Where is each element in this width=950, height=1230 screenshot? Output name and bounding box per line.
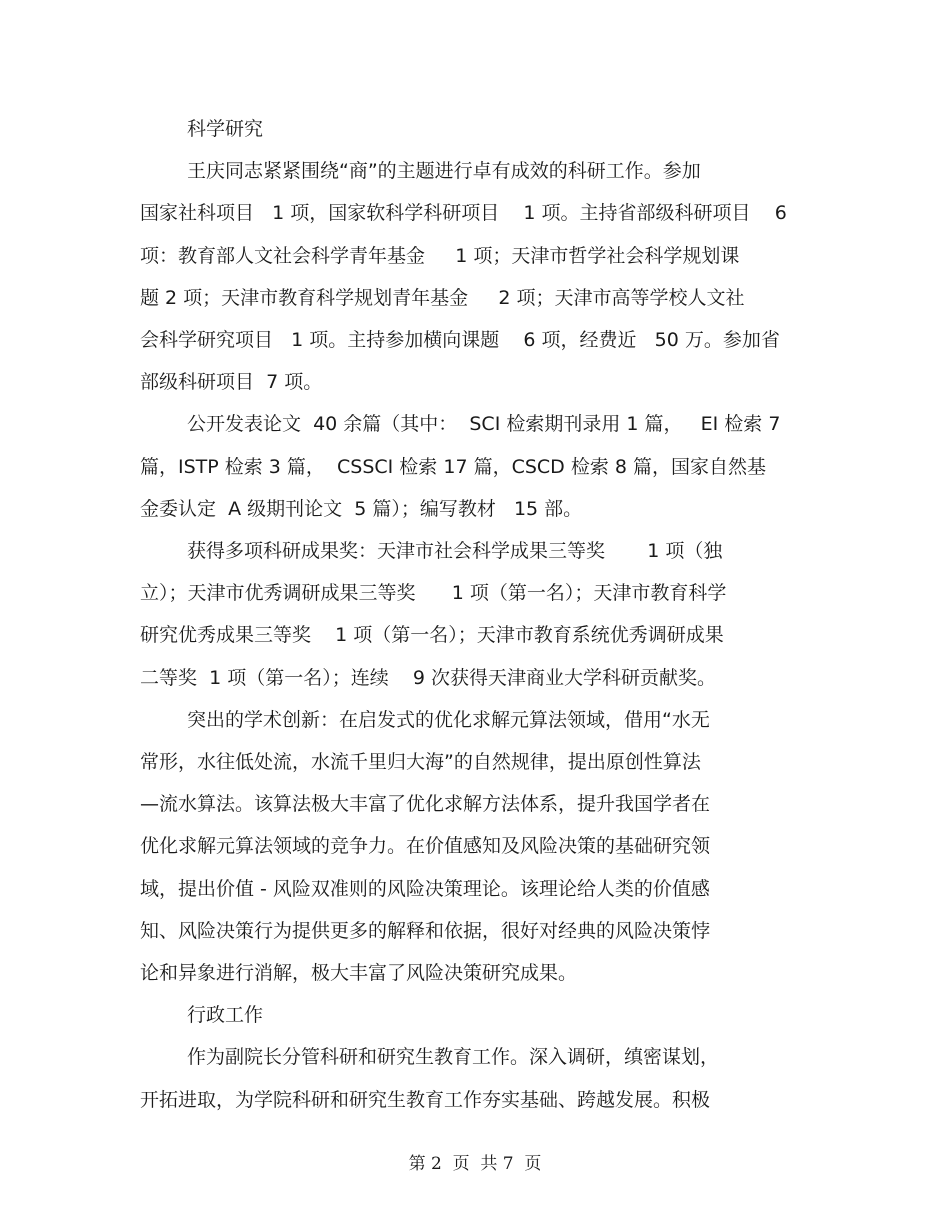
paragraph-line: 立）；天津市优秀调研成果三等奖 1 项（第一名）；天津市教育科学 [140, 582, 727, 605]
paragraph-line: 公开发表论文 40 余篇（其中： SCI 检索期刊录用 1 篇， EI 检索 7 [187, 413, 781, 436]
paragraph-line: 开拓进取，为学院科研和研究生教育工作夯实基础、跨越发展。积极 [140, 1088, 711, 1111]
paragraph-line: 优化求解元算法领域的竞争力。在价值感知及风险决策的基础研究领 [140, 835, 711, 858]
paragraph-line: 二等奖 1 项（第一名）；连续 9 次获得天津商业大学科研贡献奖。 [140, 666, 716, 689]
paragraph-line: 域，提出价值 - 风险双准则的风险决策理论。该理论给人类的价值感 [140, 877, 710, 900]
paragraph-line: 国家社科项目 1 项，国家软科学科研项目 1 项。主持省部级科研项目 6 [140, 202, 787, 225]
paragraph-line: 常形，水往低处流，水流千里归大海”的自然规律，提出原创性算法 [140, 751, 701, 773]
section-heading: 科学研究 [187, 118, 264, 140]
paragraph-line: 会科学研究项目 1 项。主持参加横向课题 6 项，经费近 50 万。参加省 [140, 329, 780, 351]
paragraph-line: 题 2 项；天津市教育科学规划青年基金 2 项；天津市高等学校人文社 [140, 286, 745, 309]
page-footer: 第 2 页 共 7 页 [408, 1154, 542, 1174]
paragraph-line: 突出的学术创新：在启发式的优化求解元算法领域，借用“水无 [187, 708, 710, 731]
paragraph-line: 论和异象进行消解，极大丰富了风险决策研究成果。 [140, 962, 578, 984]
paragraph-line: 部级科研项目 7 项。 [140, 371, 323, 394]
paragraph-line: 金委认定 A 级期刊论文 5 篇）；编写教材 15 部。 [140, 497, 583, 520]
paragraph-line: 研究优秀成果三等奖 1 项（第一名）；天津市教育系统优秀调研成果 [140, 624, 724, 647]
paragraph-line: 项：教育部人文社会科学青年基金 1 项；天津市哲学社会科学规划课 [140, 244, 740, 267]
paragraph-line: 作为副院长分管科研和研究生教育工作。深入调研，缜密谋划， [187, 1046, 720, 1069]
paragraph-line: 篇，ISTP 检索 3 篇， CSSCI 检索 17 篇，CSCD 检索 8 篇，国家自然基 [140, 455, 766, 478]
section-heading: 行政工作 [187, 1004, 264, 1027]
paragraph-line: 获得多项科研成果奖：天津市社会科学成果三等奖 1 项（独 [187, 540, 723, 562]
paragraph-line: 王庆同志紧紧围绕“商”的主题进行卓有成效的科研工作。参加 [187, 160, 701, 183]
paragraph-line: 知、风险决策行为提供更多的解释和依据，很好对经典的风险决策悖 [140, 919, 711, 942]
paragraph-line: —流水算法。该算法极大丰富了优化求解方法体系，提升我国学者在 [140, 793, 711, 816]
